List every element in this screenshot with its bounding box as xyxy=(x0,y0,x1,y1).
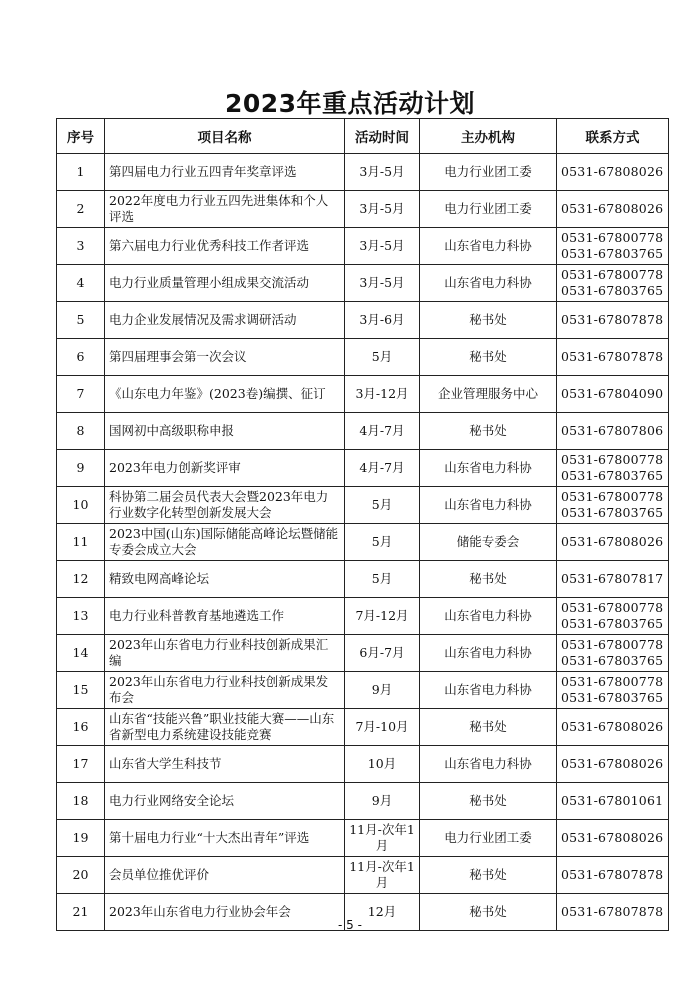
row-activity-time-cell: 10月 xyxy=(345,746,420,783)
row-index-cell: 15 xyxy=(57,672,105,709)
phone-number: 0531-67807878 xyxy=(561,867,664,882)
row-contact-cell xyxy=(557,857,669,894)
table-row xyxy=(57,228,669,265)
row-project-name-cell: 2022年度电力行业五四先进集体和个人评选 xyxy=(105,191,345,228)
row-index-cell: 2 xyxy=(57,191,105,228)
row-index-cell: 19 xyxy=(57,820,105,857)
row-contact-cell xyxy=(557,302,669,339)
row-project-name-cell: 《山东电力年鉴》(2023卷)编撰、征订 xyxy=(105,376,345,413)
row-organizer-cell: 电力行业团工委 xyxy=(420,191,557,228)
table-row xyxy=(57,561,669,598)
row-project-name-cell: 电力行业科普教育基地遴选工作 xyxy=(105,598,345,635)
row-organizer-cell: 山东省电力科协 xyxy=(420,672,557,709)
table-row xyxy=(57,598,669,635)
row-activity-time-cell: 3月-6月 xyxy=(345,302,420,339)
column-header-index: 序号 xyxy=(57,119,105,154)
row-organizer-cell: 山东省电力科协 xyxy=(420,598,557,635)
column-header-contact: 联系方式 xyxy=(557,119,669,154)
table-row xyxy=(57,154,669,191)
row-organizer-cell: 山东省电力科协 xyxy=(420,450,557,487)
row-activity-time-cell: 3月-5月 xyxy=(345,154,420,191)
row-activity-time-cell: 7月-10月 xyxy=(345,709,420,746)
row-contact-cell xyxy=(557,339,669,376)
row-project-name-cell: 2023年山东省电力行业科技创新成果汇编 xyxy=(105,635,345,672)
row-activity-time-cell: 11月-次年1月 xyxy=(345,857,420,894)
row-organizer-cell: 秘书处 xyxy=(420,302,557,339)
table-row xyxy=(57,709,669,746)
row-activity-time-cell: 5月 xyxy=(345,487,420,524)
row-index-cell: 14 xyxy=(57,635,105,672)
row-organizer-cell: 山东省电力科协 xyxy=(420,635,557,672)
row-activity-time-cell: 3月-5月 xyxy=(345,191,420,228)
row-contact-cell xyxy=(557,746,669,783)
row-organizer-cell: 电力行业团工委 xyxy=(420,154,557,191)
row-activity-time-cell: 3月-12月 xyxy=(345,376,420,413)
row-index-cell: 9 xyxy=(57,450,105,487)
row-activity-time-cell: 5月 xyxy=(345,339,420,376)
page-title: 2023年重点活动计划 xyxy=(224,89,476,118)
row-contact-cell xyxy=(557,561,669,598)
phone-number: 0531-67807878 xyxy=(561,904,664,919)
row-activity-time-cell: 9月 xyxy=(345,783,420,820)
phone-number: 0531-67801061 xyxy=(561,793,664,808)
row-contact-cell xyxy=(557,413,669,450)
row-organizer-cell: 秘书处 xyxy=(420,857,557,894)
row-project-name-cell: 山东省大学生科技节 xyxy=(105,746,345,783)
row-contact-cell xyxy=(557,820,669,857)
row-project-name-cell: 电力企业发展情况及需求调研活动 xyxy=(105,302,345,339)
table-row xyxy=(57,746,669,783)
row-index-cell: 5 xyxy=(57,302,105,339)
row-contact-cell xyxy=(557,487,669,524)
phone-number: 0531-67803765 xyxy=(561,505,664,520)
table-row xyxy=(57,672,669,709)
row-contact-cell xyxy=(557,376,669,413)
row-index-cell: 20 xyxy=(57,857,105,894)
phone-number: 0531-67803765 xyxy=(561,246,664,261)
row-project-name-cell: 会员单位推优评价 xyxy=(105,857,345,894)
column-header-project-name: 项目名称 xyxy=(105,119,345,154)
row-contact-cell xyxy=(557,228,669,265)
row-contact-cell xyxy=(557,524,669,561)
phone-number: 0531-67800778 xyxy=(561,600,664,615)
row-index-cell: 4 xyxy=(57,265,105,302)
row-organizer-cell: 秘书处 xyxy=(420,413,557,450)
phone-number: 0531-67807878 xyxy=(561,312,664,327)
phone-number: 0531-67808026 xyxy=(561,534,664,549)
table-row xyxy=(57,524,669,561)
row-contact-cell xyxy=(557,154,669,191)
row-index-cell: 16 xyxy=(57,709,105,746)
row-organizer-cell: 企业管理服务中心 xyxy=(420,376,557,413)
phone-number: 0531-67808026 xyxy=(561,756,664,771)
row-organizer-cell: 山东省电力科协 xyxy=(420,265,557,302)
row-organizer-cell: 山东省电力科协 xyxy=(420,487,557,524)
table-row xyxy=(57,450,669,487)
row-project-name-cell: 第十届电力行业“十大杰出青年”评选 xyxy=(105,820,345,857)
row-project-name-cell: 电力行业质量管理小组成果交流活动 xyxy=(105,265,345,302)
row-activity-time-cell: 9月 xyxy=(345,672,420,709)
row-project-name-cell: 2023年电力创新奖评审 xyxy=(105,450,345,487)
phone-number: 0531-67803765 xyxy=(561,468,664,483)
table-row xyxy=(57,635,669,672)
phone-number: 0531-67803765 xyxy=(561,690,664,705)
phone-number: 0531-67808026 xyxy=(561,830,664,845)
row-organizer-cell: 秘书处 xyxy=(420,783,557,820)
phone-number: 0531-67803765 xyxy=(561,616,664,631)
row-project-name-cell: 2023年山东省电力行业科技创新成果发布会 xyxy=(105,672,345,709)
row-activity-time-cell: 4月-7月 xyxy=(345,413,420,450)
row-activity-time-cell: 6月-7月 xyxy=(345,635,420,672)
row-project-name-cell: 科协第二届会员代表大会暨2023年电力行业数字化转型创新发展大会 xyxy=(105,487,345,524)
row-index-cell: 8 xyxy=(57,413,105,450)
row-contact-cell xyxy=(557,265,669,302)
row-contact-cell xyxy=(557,598,669,635)
row-organizer-cell: 电力行业团工委 xyxy=(420,820,557,857)
row-contact-cell xyxy=(557,783,669,820)
row-organizer-cell: 秘书处 xyxy=(420,339,557,376)
row-organizer-cell: 山东省电力科协 xyxy=(420,228,557,265)
page-number: - 5 - xyxy=(338,918,362,932)
row-project-name-cell: 国网初中高级职称申报 xyxy=(105,413,345,450)
row-index-cell: 21 xyxy=(57,894,105,931)
table-row xyxy=(57,783,669,820)
table-row xyxy=(57,413,669,450)
phone-number: 0531-67800778 xyxy=(561,230,664,245)
row-contact-cell xyxy=(557,191,669,228)
table-row xyxy=(57,487,669,524)
row-activity-time-cell: 7月-12月 xyxy=(345,598,420,635)
phone-number: 0531-67807806 xyxy=(561,423,664,438)
row-activity-time-cell: 5月 xyxy=(345,524,420,561)
phone-number: 0531-67807878 xyxy=(561,349,664,364)
table-body xyxy=(57,154,669,931)
table-header-row xyxy=(57,119,669,154)
row-index-cell: 3 xyxy=(57,228,105,265)
row-project-name-cell: 山东省“技能兴鲁”职业技能大赛——山东省新型电力系统建设技能竞赛 xyxy=(105,709,345,746)
row-activity-time-cell: 5月 xyxy=(345,561,420,598)
row-project-name-cell: 电力行业网络安全论坛 xyxy=(105,783,345,820)
phone-number: 0531-67800778 xyxy=(561,267,664,282)
row-organizer-cell: 秘书处 xyxy=(420,709,557,746)
phone-number: 0531-67808026 xyxy=(561,164,664,179)
row-activity-time-cell: 3月-5月 xyxy=(345,265,420,302)
row-activity-time-cell: 11月-次年1月 xyxy=(345,820,420,857)
phone-number: 0531-67803765 xyxy=(561,653,664,668)
row-organizer-cell: 山东省电力科协 xyxy=(420,746,557,783)
row-index-cell: 1 xyxy=(57,154,105,191)
activity-plan-table xyxy=(56,118,669,931)
row-project-name-cell: 2023中国(山东)国际储能高峰论坛暨储能专委会成立大会 xyxy=(105,524,345,561)
row-contact-cell xyxy=(557,709,669,746)
row-organizer-cell: 秘书处 xyxy=(420,894,557,931)
phone-number: 0531-67807817 xyxy=(561,571,664,586)
row-organizer-cell: 储能专委会 xyxy=(420,524,557,561)
row-index-cell: 18 xyxy=(57,783,105,820)
phone-number: 0531-67808026 xyxy=(561,719,664,734)
phone-number: 0531-67800778 xyxy=(561,452,664,467)
row-contact-cell xyxy=(557,635,669,672)
column-header-activity-time: 活动时间 xyxy=(345,119,420,154)
phone-number: 0531-67804090 xyxy=(561,386,664,401)
row-index-cell: 7 xyxy=(57,376,105,413)
row-project-name-cell: 第六届电力行业优秀科技工作者评选 xyxy=(105,228,345,265)
row-project-name-cell: 第四届电力行业五四青年奖章评选 xyxy=(105,154,345,191)
row-organizer-cell: 秘书处 xyxy=(420,561,557,598)
row-index-cell: 10 xyxy=(57,487,105,524)
phone-number: 0531-67800778 xyxy=(561,489,664,504)
table-row xyxy=(57,191,669,228)
phone-number: 0531-67808026 xyxy=(561,201,664,216)
table-row xyxy=(57,376,669,413)
row-project-name-cell: 精致电网高峰论坛 xyxy=(105,561,345,598)
row-activity-time-cell: 3月-5月 xyxy=(345,228,420,265)
row-index-cell: 12 xyxy=(57,561,105,598)
table-row xyxy=(57,339,669,376)
row-index-cell: 13 xyxy=(57,598,105,635)
phone-number: 0531-67800778 xyxy=(561,674,664,689)
row-contact-cell xyxy=(557,672,669,709)
row-contact-cell xyxy=(557,450,669,487)
phone-number: 0531-67803765 xyxy=(561,283,664,298)
row-project-name-cell: 2023年山东省电力行业协会年会 xyxy=(105,894,345,931)
row-activity-time-cell: 12月 xyxy=(345,894,420,931)
row-activity-time-cell: 4月-7月 xyxy=(345,450,420,487)
column-header-organizer: 主办机构 xyxy=(420,119,557,154)
row-index-cell: 6 xyxy=(57,339,105,376)
row-project-name-cell: 第四届理事会第一次会议 xyxy=(105,339,345,376)
row-index-cell: 11 xyxy=(57,524,105,561)
table-row xyxy=(57,857,669,894)
table-row xyxy=(57,302,669,339)
phone-number: 0531-67800778 xyxy=(561,637,664,652)
table-row xyxy=(57,820,669,857)
row-index-cell: 17 xyxy=(57,746,105,783)
table-row xyxy=(57,265,669,302)
